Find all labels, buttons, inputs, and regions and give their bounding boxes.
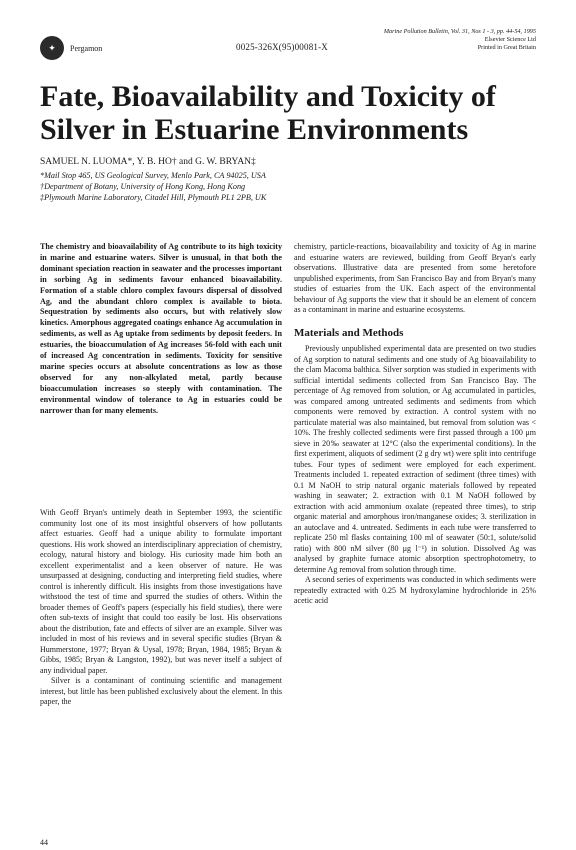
journal-info [384,28,536,52]
affiliation: †Department of Botany, University of Hong Kong, Hong Kong [40,181,246,191]
right-column [294,242,536,607]
body-paragraph: Previously unpublished experimental data are presented on two studies of Ag sorption to natural sediments and one study of Ag bioavailability to the clam Macoma balthica. Silver sorption was studied in experiments with sufficial intertidal sediments collected from San Francisco Bay. The percentage of Ag removed from solution, or Ag accumulated in particles, was compared among untreated sediments and sediments from which components were removed by extraction. A control system with no particulate material was also maintained, but removal from solution was < 10%. The freshly collected sediments were first passed through a 100 μm sieve in 20‰ seawater at 12°C (also the experimental conditions). In the first experiment, aliquots of sediment (2 g dry wt) were split into centrifuge tubes. Four types of sediment were employed for each experiment. Treatments included 1. repeated extraction of sediment (three times) with 0.1 M NaOH to strip natural organic materials followed by repeated washing in seawater; 2. extraction with 0.1 M NaOH followed by extraction with acid ammonium oxalate (repeated three times), to strip organic material and amorphous iron/manganese oxides; 3. sterilization in an autoclave and 4. untreated. Sediments in each tube were transferred to replicate 250 ml flasks containing 100 ml of seawater (50:1, solute/solid ratio) with 800 nM silver (80 μg l⁻¹) in solution. Dissolved Ag was analysed by graphite furnace atomic absorption spectrophotometry, to determine Ag removal from solution through time. [294,344,536,574]
journal-line: Printed in Great Britain [477,44,536,51]
body-paragraph: Silver is a contaminant of continuing scientific and management interest, but little has been published exclusively about the element. In this paper, the [40,676,282,706]
publisher-block [40,36,102,60]
left-column [40,508,282,708]
body-paragraph: With Geoff Bryan's untimely death in September 1993, the scientific community lost one of its most insightful observers of how pollutants affect estuaries. Geoff had a unique ability to formulate important questions. His work showed an interdisciplinary appreciation of chemistry, ecology, natural history and biology. His curiosity made him both an excellent experimentalist and a keen observer of nature. He was unsurpassed at designing, conducting and interpreting field studies, where control is inherently difficult. His insights from those investigations have withstood the test of time and spurred the studies of others. Within the broader themes of Geoff's papers (especially his field studies), there were often sub-texts of insight that could too easily be lost. His observations about the distribution, fate and effects of silver are an example. Silver was included in most of his reviews and in several specific studies (Bryan & Hummerstone, 1977; Bryan & Uysal, 1978; Bryan, 1984, 1985; Bryan & Gibbs, 1985; Bryan & Langston, 1992), but was never itself a subject of any individual paper. [40,508,282,675]
publisher-name: Pergamon [70,43,103,53]
body-paragraph: chemistry, particle-reactions, bioavailability and toxicity of Ag in marine and estuarine waters are reviewed, building from Geoff Bryan's early observations. Illustrative data are presented from some heretofore unpublished experiments, from San Francisco Bay and from Bryan's many studies of estuaries from the UK. Each aspect of the environmental behaviour of Ag supports the view that it should be an element of concern as a contaminant in marine and estuarine ecosystems. [294,242,536,314]
journal-line: Marine Pollution Bulletin, Vol. 31, Nos 1 - 3, pp. 44-54, 1995 [383,28,536,35]
authors: SAMUEL N. LUOMA*, Y. B. HO† and G. W. BRYAN‡ [40,157,256,167]
article-title: Fate, Bioavailability and Toxicity of Silver in Estuarine Environments [40,80,496,146]
abstract: The chemistry and bioavailability of Ag contribute to its high toxicity in marine and estuarine waters. Silver is unusual, in that both the dominant speciation reaction in seawater and the processes important in sorbing Ag in sediments favour enhanced bioavailability. Formation of a stable chloro complex favours dispersal of dissolved Ag, and the abundant chloro complex is available to biota. Sequestration by sediments also occurs, but with relatively slow kinetics. Amorphous aggregated coatings enhance Ag accumulation in sediments, as well as Ag uptake from sediments by deposit feeders. In estuaries, the bioaccumulation of Ag increases 56-fold with each unit of increased Ag concentration in sediments. Toxicity for sensitive marine species occurs at absolute concentrations as low as those observed for any non-alkylated metal, partly because bioaccumulation increases so steeply with contamination. The environmental window of tolerance to Ag in estuaries could be narrower than for many elements. [40,242,282,415]
journal-line: Elsevier Science Ltd [484,36,536,43]
body-paragraph: A second series of experiments was conducted in which sediments were repeatedly extracted with 0.25 M hydroxylamine hydrochloride in 25% acetic acid [294,575,536,605]
section-heading: Materials and Methods [294,326,404,339]
affiliation: *Mail Stop 465, US Geological Survey, Menlo Park, CA 94025, USA [40,171,266,180]
affiliation: ‡Plymouth Marine Laboratory, Citadel Hill, Plymouth PL1 2PB, UK [40,192,267,202]
pergamon-logo-icon: ✦ [40,36,64,60]
affiliations [40,171,266,203]
article-code: 0025-326X(95)00081-X [236,42,328,52]
page-number: 44 [40,838,48,847]
